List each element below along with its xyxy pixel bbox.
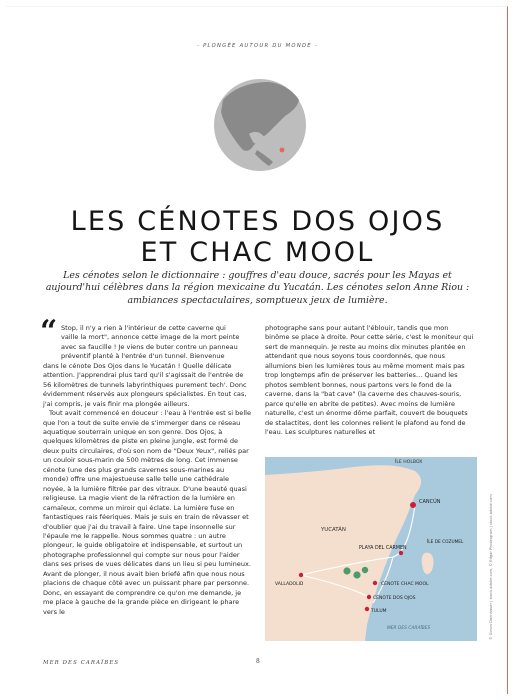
kicker-text: PLONGÉE AUTOUR DU MONDE <box>203 43 312 49</box>
map-tree-marker <box>362 567 368 573</box>
globe-location-marker <box>280 148 285 153</box>
map-dot-tulum <box>365 607 369 611</box>
lead-line-3: avec sa faucille ! Je viens de buter contre un panneau <box>61 342 238 351</box>
map-label-tulum: TULUM <box>371 609 387 614</box>
footer-section-name: MER DES CARAÏBES <box>43 660 120 666</box>
article-title <box>0 206 515 268</box>
map-dot-dos-ojos <box>367 595 371 599</box>
map-label-holbox: ÎLE HOLBOX <box>395 460 423 465</box>
right-column <box>265 324 475 437</box>
map-label-sea: MER DES CARAÏBES <box>387 626 431 631</box>
section-kicker <box>0 43 515 49</box>
map-label-chac-mool: CÉNOTE CHAC MOOL <box>381 582 429 587</box>
kicker-dash-right: - <box>311 43 318 49</box>
lead-line-2: vaille la mort", annonce cette image de la mort peinte <box>61 333 240 342</box>
map-tree-marker <box>343 567 350 574</box>
map-dot-cancun <box>410 502 416 508</box>
map-label-valladolid: VALLADOLID <box>275 582 304 587</box>
left-column <box>43 324 251 617</box>
body-paragraph-2: Tout avait commencé en douceur : l'eau à l'entrée est si belle que l'on a tout de suite envie de s'immerger dans ce réseau aquatique souterrain unique en son genre. Dos Ojos, à quelques kilomètres de piste en pleine jungle, est formé de deux puits circulaires, d'où son nom de "Deux Yeux", reliés par un couloir sous-marin de 500 mètres de long. Cet immense cénote (une des plus grands cavernes sous-marines au monde) offre une majestueuse salle telle une cathédrale noyée, à la lumière filtrée par des vitraux. D'une beauté quasi religieuse. La magie vient de la réfraction de la lumière en camaïeux, comme un miroir qui éclate. La lumière fuse en fantastiques rais féeriques. Mais je suis en train de rêvasser et d'oublier que j'ai du travail à faire. Une tape insonnelle sur l'épaule me le rappelle. Nous sommes quatre : un autre plongeur, le guide obligatoire et indispensable, et surtout un photographe professionnel qui compte sur nous pour l'aider dans ses prises de vues délicates dans un lieu si peu lumineux. Avant de plonger, il nous avait bien briefé afin que nous nous placions de chaque côté avec un puissant phare par personne. Donc, en essayant de comprendre ce qu'on me demande, je me place à gauche de la grande pièce en dirigeant le phare vers le <box>43 409 251 616</box>
map-dot-playa <box>399 551 403 555</box>
map-dot-chac-mool <box>373 581 377 585</box>
map-label-cozumel: ÎLE DE COZUMEL <box>427 540 464 545</box>
map-label-dos-ojos: CÉNOTE DOS OJOS <box>373 596 416 601</box>
body-paragraph-3: photographe sans pour autant l'éblouir, tandis que mon binôme se place à droite. Pour cette série, c'est le moniteur qui sert de mannequin. Je reste au moins dix minutes plantée en attendant que nous soyons tous coordonnés, que nous allumions bien les lumières tous au même moment mais pas trop longtemps afin de préserver les batteries… Quand les photos semblent bonnes, nous partons vers le fond de la caverne, dans la "bat cave" (la caverne des chauves-souris, parce qu'elle en abrite de petites). Avec moins de lumière naturelle, c'est un énorme dôme parfait, couvert de bouquets de stalactites, dont les colonnes relient le plafond au fond de l'eau. Les sculptures naturelles et <box>265 324 474 436</box>
article-title-line1: LES CÉNOTES DOS OJOS <box>70 206 445 237</box>
article-subtitle: Les cénotes selon le dictionnaire : gouffres d'eau douce, sacrés pour les Mayas et aujourd'hui célèbres dans la région mexicaine du Yucatán. Les cénotes selon Anne Riou : ambiances spectaculaires, somptueux jeux de lumière. <box>45 270 470 306</box>
map-dot-valladolid <box>299 573 303 577</box>
map-label-playa: PLAYA DEL CARMEN <box>359 546 407 551</box>
map-label-cancun: CANCÚN <box>419 499 441 505</box>
article-title-line2: ET CHAC MOOL <box>140 237 375 268</box>
body-paragraph-1: dans le cénote Dos Ojos dans le Yucatán ! Quelle délicate attention. J'apprendrai plus tard qu'il s'agissait de l'entrée de 56 kilomètres de tunnels labyrinthiques purement tech'. Donc évidemment réservés aux plongeurs spécialistes. En tout cas, j'ai compris, je vais finir ma plongée ailleurs. <box>43 361 247 408</box>
lead-line-1: Stop, il n'y a rien à l'intérieur de cette caverne qui <box>61 324 226 332</box>
lead-line-4: préventif planté à l'entrée d'un tunnel. Bienvenue <box>61 352 225 361</box>
globe-map-icon <box>213 70 307 180</box>
page-number: 8 <box>256 658 260 665</box>
map-tree-marker <box>353 571 360 578</box>
map-label-yucatan: YUCATÁN <box>321 527 346 533</box>
opening-quote-mark: “ <box>40 314 58 349</box>
kicker-dash-left: - <box>197 43 204 49</box>
yucatan-map <box>265 457 477 641</box>
photo-credit: © Simon Dannhauer | stock.adobe.com, © Edgar Photosgram | stock.adobe.com <box>489 494 493 640</box>
